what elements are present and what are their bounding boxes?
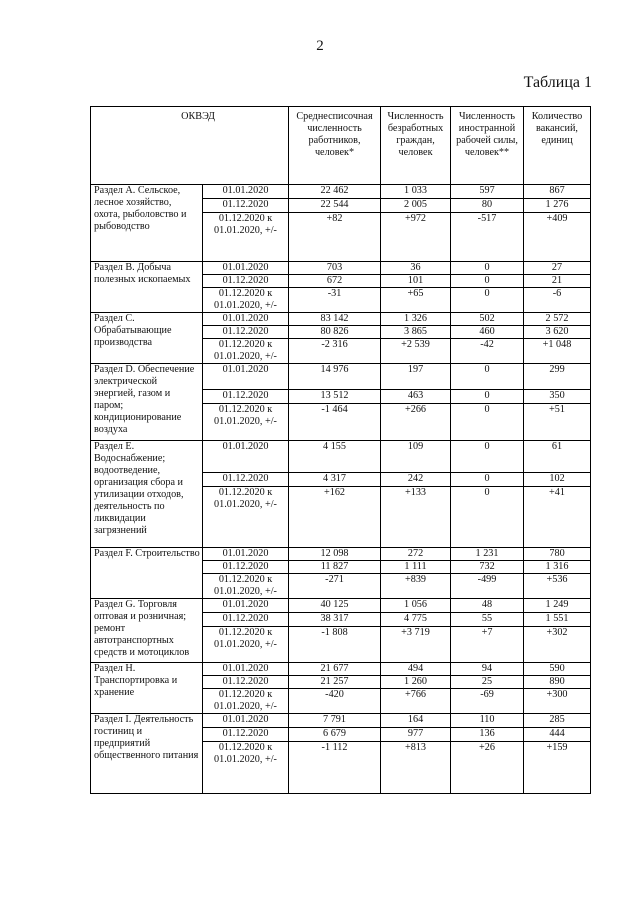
section-name: Раздел G. Торговля оптовая и розничная; ремонт автотранспортных средств и мотоциклов [91,599,203,663]
period-label: 01.12.2020 к 01.01.2020, +/- [203,213,289,262]
header-employees: Среднесписочная численность работников, человек* [289,107,381,185]
employees-value: -420 [289,689,381,714]
unemployed-value: 1 033 [381,185,451,199]
period-label: 01.12.2020 [203,728,289,742]
unemployed-value: +2 539 [381,339,451,364]
period-label: 01.12.2020 к 01.01.2020, +/- [203,487,289,548]
employees-value: 672 [289,275,381,288]
foreign-value: 732 [451,561,524,574]
vacancies-value: +41 [524,487,591,548]
employees-value: 703 [289,262,381,275]
header-vacancies: Количество вакансий, единиц [524,107,591,185]
unemployed-value: +266 [381,404,451,441]
foreign-value: 460 [451,326,524,339]
foreign-value: 502 [451,313,524,326]
section-name: Раздел H. Транспортировка и хранение [91,663,203,714]
vacancies-value: 21 [524,275,591,288]
unemployed-value: 36 [381,262,451,275]
period-label: 01.12.2020 к 01.01.2020, +/- [203,404,289,441]
foreign-value: 597 [451,185,524,199]
employees-value: -1 112 [289,742,381,794]
foreign-value: 0 [451,262,524,275]
table-row [91,364,591,390]
employees-value: 14 976 [289,364,381,390]
vacancies-value: 1 316 [524,561,591,574]
period-label: 01.01.2020 [203,663,289,676]
vacancies-value: 299 [524,364,591,390]
foreign-value: +26 [451,742,524,794]
section-name: Раздел B. Добыча полезных ископаемых [91,262,203,313]
foreign-value: -499 [451,574,524,599]
employees-value: 21 257 [289,676,381,689]
section-name: Раздел I. Деятельность гостиниц и предприятий общественного питания [91,714,203,794]
period-label: 01.12.2020 [203,275,289,288]
table-row [91,441,591,473]
employees-value: 12 098 [289,548,381,561]
vacancies-value: +536 [524,574,591,599]
foreign-value: 0 [451,404,524,441]
unemployed-value: +839 [381,574,451,599]
period-label: 01.12.2020 к 01.01.2020, +/- [203,288,289,313]
vacancies-value: +51 [524,404,591,441]
vacancies-value: +300 [524,689,591,714]
employees-value: 40 125 [289,599,381,613]
employees-value: -1 808 [289,627,381,663]
foreign-value: 0 [451,390,524,404]
employees-value: 11 827 [289,561,381,574]
employees-value: -1 464 [289,404,381,441]
employees-value: +162 [289,487,381,548]
table-body [91,185,591,794]
period-label: 01.12.2020 [203,561,289,574]
foreign-value: 94 [451,663,524,676]
unemployed-value: 1 056 [381,599,451,613]
vacancies-value: +1 048 [524,339,591,364]
unemployed-value: 1 111 [381,561,451,574]
period-label: 01.01.2020 [203,313,289,326]
foreign-value: 0 [451,288,524,313]
vacancies-value: 27 [524,262,591,275]
foreign-value: 48 [451,599,524,613]
page-number: 2 [316,38,324,54]
period-label: 01.01.2020 [203,185,289,199]
period-label: 01.12.2020 к 01.01.2020, +/- [203,742,289,794]
foreign-value: 55 [451,613,524,627]
header-unemployed: Численность безработных граждан, человек [381,107,451,185]
unemployed-value: +3 719 [381,627,451,663]
unemployed-value: 463 [381,390,451,404]
header-foreign: Численность иностранной рабочей силы, человек** [451,107,524,185]
unemployed-value: +766 [381,689,451,714]
unemployed-value: 1 326 [381,313,451,326]
period-label: 01.12.2020 [203,199,289,213]
foreign-value: 0 [451,364,524,390]
section-name: Раздел F. Строительство [91,548,203,599]
employees-value: 21 677 [289,663,381,676]
vacancies-value: 867 [524,185,591,199]
period-label: 01.12.2020 к 01.01.2020, +/- [203,574,289,599]
foreign-value: 0 [451,487,524,548]
employees-value: 22 544 [289,199,381,213]
table-row [91,313,591,326]
table-row [91,548,591,561]
period-label: 01.12.2020 к 01.01.2020, +/- [203,339,289,364]
period-label: 01.12.2020 [203,390,289,404]
employees-value: 38 317 [289,613,381,627]
period-label: 01.12.2020 [203,473,289,487]
period-label: 01.12.2020 к 01.01.2020, +/- [203,627,289,663]
vacancies-value: 780 [524,548,591,561]
unemployed-value: 977 [381,728,451,742]
unemployed-value: +972 [381,213,451,262]
unemployed-value: 164 [381,714,451,728]
employees-value: 4 155 [289,441,381,473]
period-label: 01.01.2020 [203,441,289,473]
unemployed-value: +813 [381,742,451,794]
vacancies-value: 350 [524,390,591,404]
vacancies-value: -6 [524,288,591,313]
unemployed-value: 272 [381,548,451,561]
employees-value: 13 512 [289,390,381,404]
period-label: 01.01.2020 [203,262,289,275]
employees-value: 83 142 [289,313,381,326]
foreign-value: 136 [451,728,524,742]
table-row [91,185,591,199]
unemployed-value: 197 [381,364,451,390]
foreign-value: 1 231 [451,548,524,561]
employees-value: -2 316 [289,339,381,364]
vacancies-value: 590 [524,663,591,676]
employees-value: 6 679 [289,728,381,742]
foreign-value: 0 [451,473,524,487]
unemployed-value: 242 [381,473,451,487]
employees-value: -31 [289,288,381,313]
unemployed-value: 494 [381,663,451,676]
table-row [91,714,591,728]
period-label: 01.01.2020 [203,599,289,613]
vacancies-value: 61 [524,441,591,473]
vacancies-value: 1 249 [524,599,591,613]
table-caption: Таблица 1 [523,74,592,91]
vacancies-value: 2 572 [524,313,591,326]
section-name: Раздел C. Обрабатывающие производства [91,313,203,364]
period-label: 01.12.2020 [203,676,289,689]
foreign-value: -69 [451,689,524,714]
employees-value: 4 317 [289,473,381,487]
section-name: Раздел D. Обеспечение электрической энергией, газом и паром; кондиционирование воздуха [91,364,203,441]
vacancies-value: 102 [524,473,591,487]
unemployed-value: 2 005 [381,199,451,213]
foreign-value: -42 [451,339,524,364]
unemployed-value: 101 [381,275,451,288]
table-row [91,599,591,613]
foreign-value: 110 [451,714,524,728]
employees-value: -271 [289,574,381,599]
foreign-value: 0 [451,441,524,473]
unemployed-value: +65 [381,288,451,313]
vacancies-value: 890 [524,676,591,689]
foreign-value: 80 [451,199,524,213]
vacancies-value: 3 620 [524,326,591,339]
vacancies-value: +159 [524,742,591,794]
period-label: 01.12.2020 [203,326,289,339]
foreign-value: -517 [451,213,524,262]
section-name: Раздел E. Водоснабжение; водоотведение, организация сбора и утилизации отходов, деятельность по ликвидации загрязнений [91,441,203,548]
table-row [91,663,591,676]
employment-table [90,106,591,794]
vacancies-value: 1 551 [524,613,591,627]
employees-value: 80 826 [289,326,381,339]
section-name: Раздел А. Сельское, лесное хозяйство, охота, рыболовство и рыбоводство [91,185,203,262]
unemployed-value: 4 775 [381,613,451,627]
period-label: 01.01.2020 [203,548,289,561]
vacancies-value: +302 [524,627,591,663]
vacancies-value: +409 [524,213,591,262]
vacancies-value: 285 [524,714,591,728]
header-okved: ОКВЭД [91,107,289,185]
unemployed-value: 1 260 [381,676,451,689]
period-label: 01.01.2020 [203,364,289,390]
foreign-value: +7 [451,627,524,663]
unemployed-value: 3 865 [381,326,451,339]
period-label: 01.01.2020 [203,714,289,728]
unemployed-value: 109 [381,441,451,473]
period-label: 01.12.2020 [203,613,289,627]
vacancies-value: 444 [524,728,591,742]
employees-value: +82 [289,213,381,262]
unemployed-value: +133 [381,487,451,548]
table-header-row [91,107,591,185]
employees-value: 22 462 [289,185,381,199]
employees-value: 7 791 [289,714,381,728]
foreign-value: 0 [451,275,524,288]
vacancies-value: 1 276 [524,199,591,213]
foreign-value: 25 [451,676,524,689]
period-label: 01.12.2020 к 01.01.2020, +/- [203,689,289,714]
table-row [91,262,591,275]
